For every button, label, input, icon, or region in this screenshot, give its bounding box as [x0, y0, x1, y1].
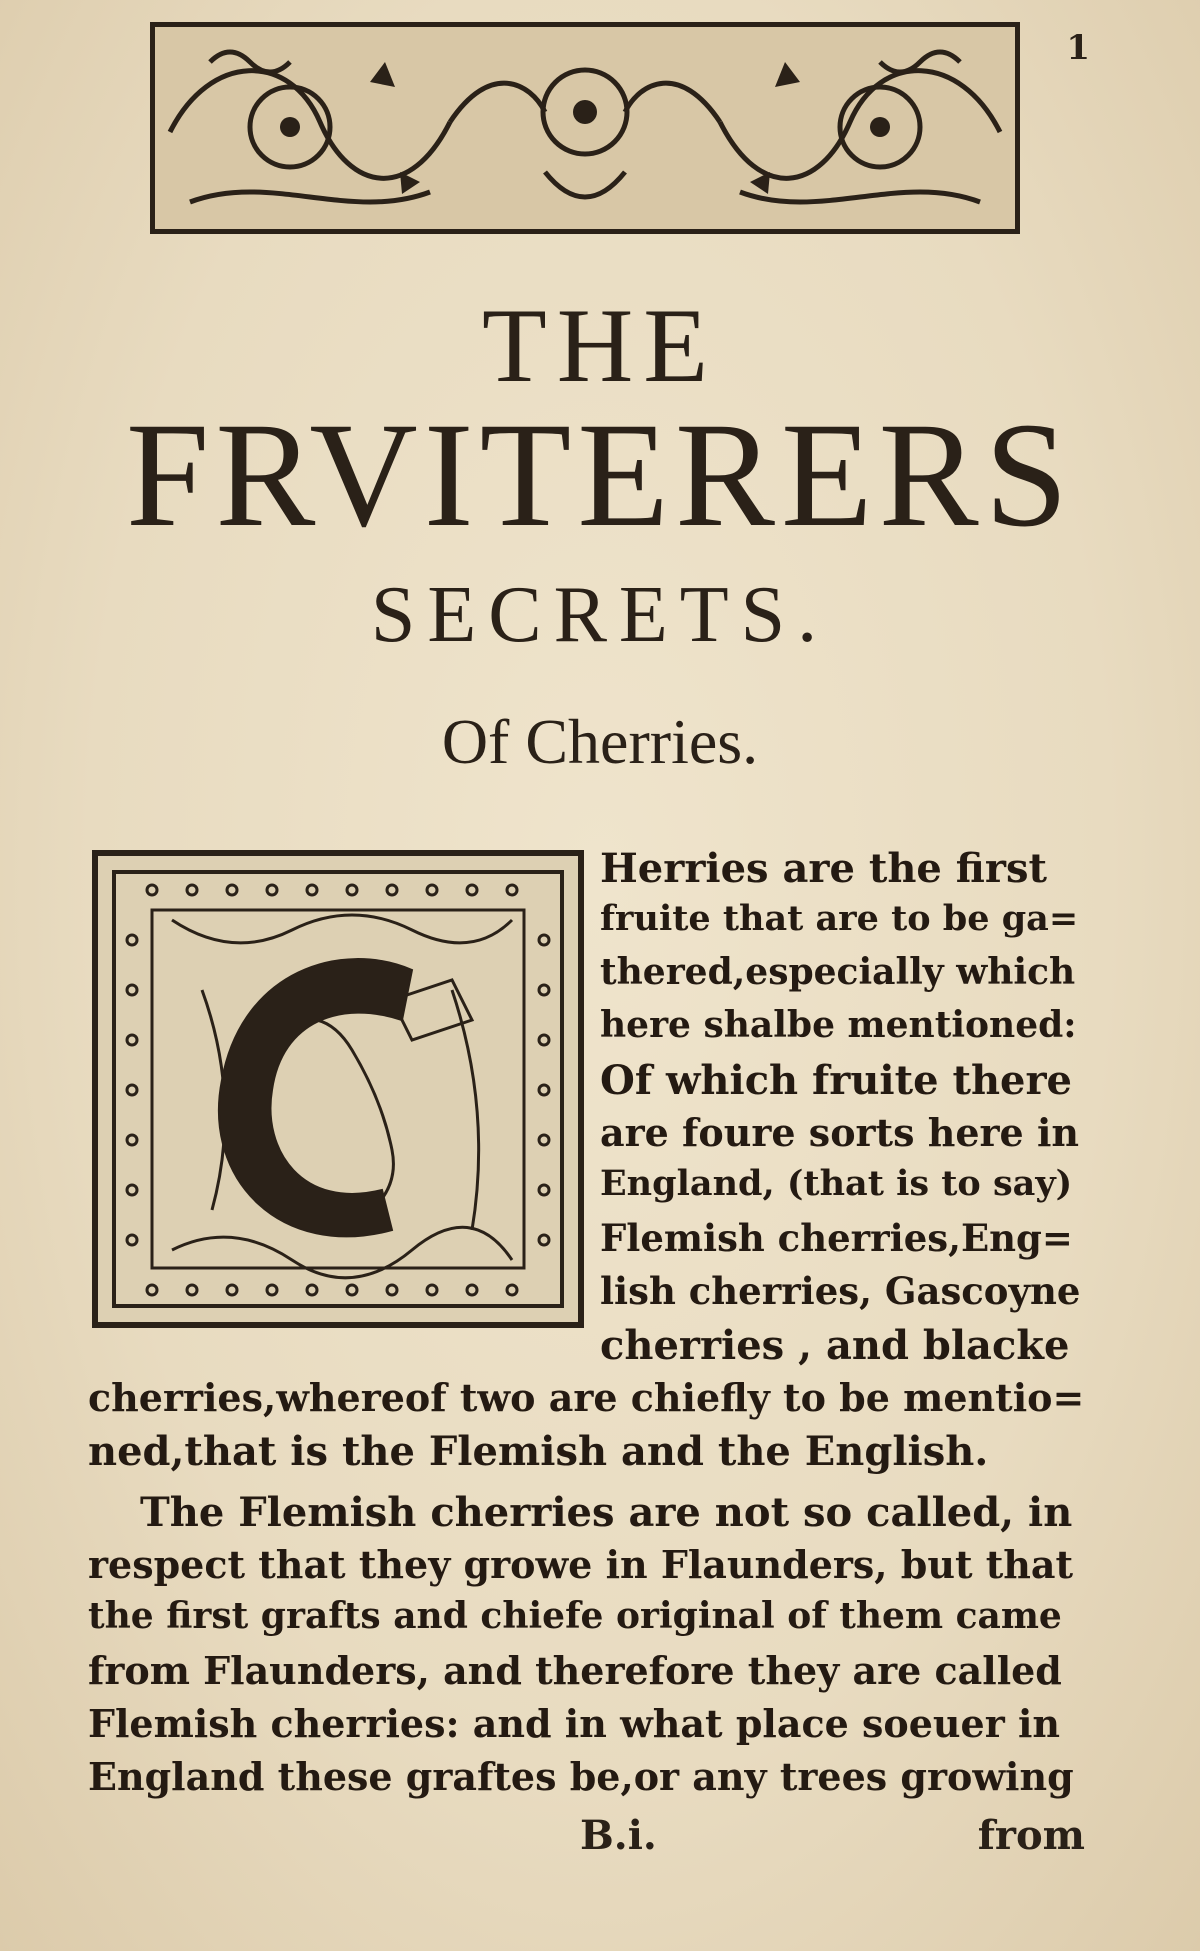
text-line: The Flemish cherries are not so called, in [140, 1489, 1073, 1536]
title-line-the: THE [481, 287, 719, 404]
text-line: ned,that is the Flemish and the English. [88, 1428, 989, 1475]
text-line: Flemish cherries: and in what place soeuer in [88, 1701, 1061, 1746]
title-line-secrets: SECRETS. [370, 571, 830, 659]
text-line: thered,especially which [600, 951, 1076, 993]
text-line: here shalbe mentioned: [600, 1004, 1077, 1046]
text-line: England these graftes be,or any trees growing [88, 1754, 1074, 1799]
text-line: Of which fruite there [600, 1057, 1072, 1104]
text-line: from Flaunders, and therefore they are called [88, 1648, 1062, 1693]
title-line-fruiterers: FRVITERERS [125, 392, 1075, 558]
text-line: cherries , and blacke [600, 1322, 1070, 1369]
section-heading: Of Cherries. [441, 706, 759, 777]
text-line: cherries,whereof two are chiefly to be mentio= [88, 1375, 1085, 1420]
text-line: respect that they growe in Flaunders, but that [88, 1542, 1074, 1587]
decorated-initial-c [92, 850, 584, 1328]
text-line: the first grafts and chiefe original of them came [88, 1595, 1062, 1637]
text-line: are foure sorts here in [600, 1110, 1080, 1155]
text-line: lish cherries, Gascoyne [600, 1269, 1081, 1313]
text-line: fruite that are to be ga= [600, 898, 1079, 939]
ornamental-headpiece [150, 22, 1020, 234]
catchword: from [977, 1812, 1085, 1859]
signature-mark: B.i. [580, 1812, 657, 1859]
text-line: Herries are the first [600, 845, 1047, 892]
text-line: England, (that is to say) [600, 1163, 1073, 1204]
page-number: 1 [1066, 28, 1090, 68]
text-line: Flemish cherries,Eng= [600, 1216, 1073, 1260]
